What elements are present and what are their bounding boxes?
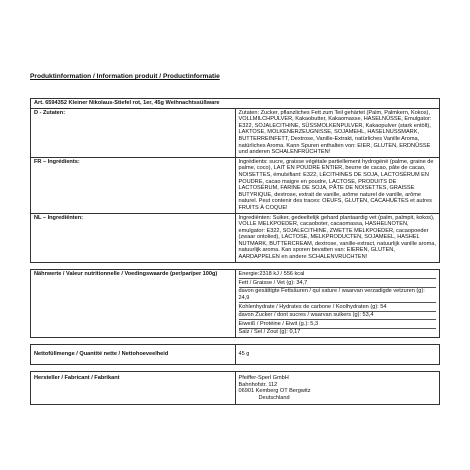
article-title: Art. 6594352 Kleiner Nikolaus-Stiefel rot, 1er, 45g Weihnachtssüßware <box>31 99 440 109</box>
product-info-sheet <box>30 98 440 405</box>
spacer-row <box>31 365 440 372</box>
nutrition-row <box>31 269 440 338</box>
manufacturer-label: Hersteller / Fabricant / Fabrikant <box>31 372 236 405</box>
ingredients-text-de: Zutaten: Zucker, pflanzliches Fett zum Teil gehärtet (Palm, Palmkern, Kokos), VOLLMILCHPULVER, Kakaobutter, Kakaomasse, HASELNÜSSE, Emulgator: E322, SOJALECITHINE, SÜSSMOLKENPULVER, Kakaopulver (stark entölt), LAKTOSE, MOLKENERZEUGNISSE, SOJAMEHL, HASELNUSSMARK, BUTTERREINFETT, Dextrose, Vanille-Extrakt, natürliches Vanille Aroma, natürliches Aroma. Kann Spuren enthalten von: EIER, GLUTEN, ERDNÜSSE und anderen SCHALENFRÜCHTEN! <box>235 108 440 157</box>
nutrition-line-salt: Salz / Sel / Zout (g): 0,17 <box>238 329 301 336</box>
spacer-row <box>31 262 440 269</box>
article-row <box>31 99 440 109</box>
net-quantity-label: Nettofüllmenge / Quantité nette / Nettohoeveelheid <box>31 345 236 365</box>
ingredients-row-nl <box>31 213 440 262</box>
nutrition-line-protein: Eiweiß / Protéine / Eiwit (g.): 5,3 <box>239 320 437 329</box>
page-title: Produktinformation / Information produit / Productinformatie <box>30 73 220 80</box>
manufacturer-address <box>235 372 440 405</box>
nutrition-line-fat: Fett / Graisse / Vet (g): 34,7 <box>239 279 437 288</box>
nutrition-values <box>235 269 440 338</box>
net-quantity-row <box>31 345 440 365</box>
nutrition-line-carbs: Kohlenhydrate / Hydrates de carbone / Koolhydraten (g): 54 <box>239 303 437 312</box>
ingredients-text-fr: Ingrédients: sucre, graisse végétale partiellement hydrogéné (palme, graine de palme, coco), LAIT EN POUDRE ENTIER, beurre de cacao, pâte de cacao, NOISETTES, émulsifiant: E322, LÉCITHINES DE SOJA, LACTOSÉRUM EN POUDRE, cacao maigre en poudre, LACTOSE, PRODUITS DE LACTOSÉRUM, FARINE DE SOJA, PÂTE DE NOISETTES, GRAISSE BUTYRIQUE, dextrose, extrait de vanille, arôme naturel de vanille, arôme naturel. Peut contenir des traces: OEUFS, GLUTEN, CACAHUÈTES et autres FRUITS À COQUE! <box>235 157 440 213</box>
manufacturer-city: 06901 Kemberg OT Bergwitz <box>238 388 311 395</box>
manufacturer-name: Pfeiffer-Sperl GmbH <box>238 375 289 381</box>
spacer-row <box>31 338 440 345</box>
nutrition-line-saturated: davon gesättigte Fettsäuren / qui sature / waarvan verzadigde vetzuren (g): 24,9 <box>239 288 437 303</box>
nutrition-line-energy: Energie:2318 kJ / 556 kcal <box>239 271 437 280</box>
ingredients-row-fr <box>31 157 440 213</box>
ingredients-text-nl: Ingrediënten: Suiker, gedeeltelijk gehard plantaardig vet (palm, palmpit, kokos), VOLLE MELKPOEDER, cacaoboter, cacaomassa, HASHELNOTEN, emulgator: E322, SOJALECITHINE, ZWETTE MELKPOEDER, cacaopoeder (zwaar ontolied), LACTOSE, MELKPRODUCTEN, SOJAMEEL, HASHEL NUTMARK, BUTTERCREAM, dextrose, vanille-extract, natuurlijk vanille aroma, natuurlijk aroma. Kan sporen bevatten van: EIEREN, GLUTEN, AARDAPPELEN en andere SCHALENVRUCHTEN! <box>235 213 440 262</box>
manufacturer-row <box>31 372 440 405</box>
manufacturer-street: Bahnhofstr. 112 <box>238 381 278 388</box>
nutrition-label: Nährwerte / Valeur nutritionnelle / Voedingswaarde (per/par/per 100g) <box>31 269 236 338</box>
ingredients-label-fr: FR – Ingrédients: <box>31 157 236 213</box>
ingredients-row-de <box>31 108 440 157</box>
ingredients-label-nl: NL – Ingrediënten: <box>31 213 236 262</box>
manufacturer-country: Deutschland <box>258 394 290 401</box>
net-quantity-value: 45 g <box>235 345 440 365</box>
nutrition-line-sugar: davon Zucker / dont sucres / waarvan suikers (g): 53,4 <box>239 312 437 321</box>
product-info-table <box>30 98 440 405</box>
ingredients-label-de: D - Zutaten: <box>31 108 236 157</box>
